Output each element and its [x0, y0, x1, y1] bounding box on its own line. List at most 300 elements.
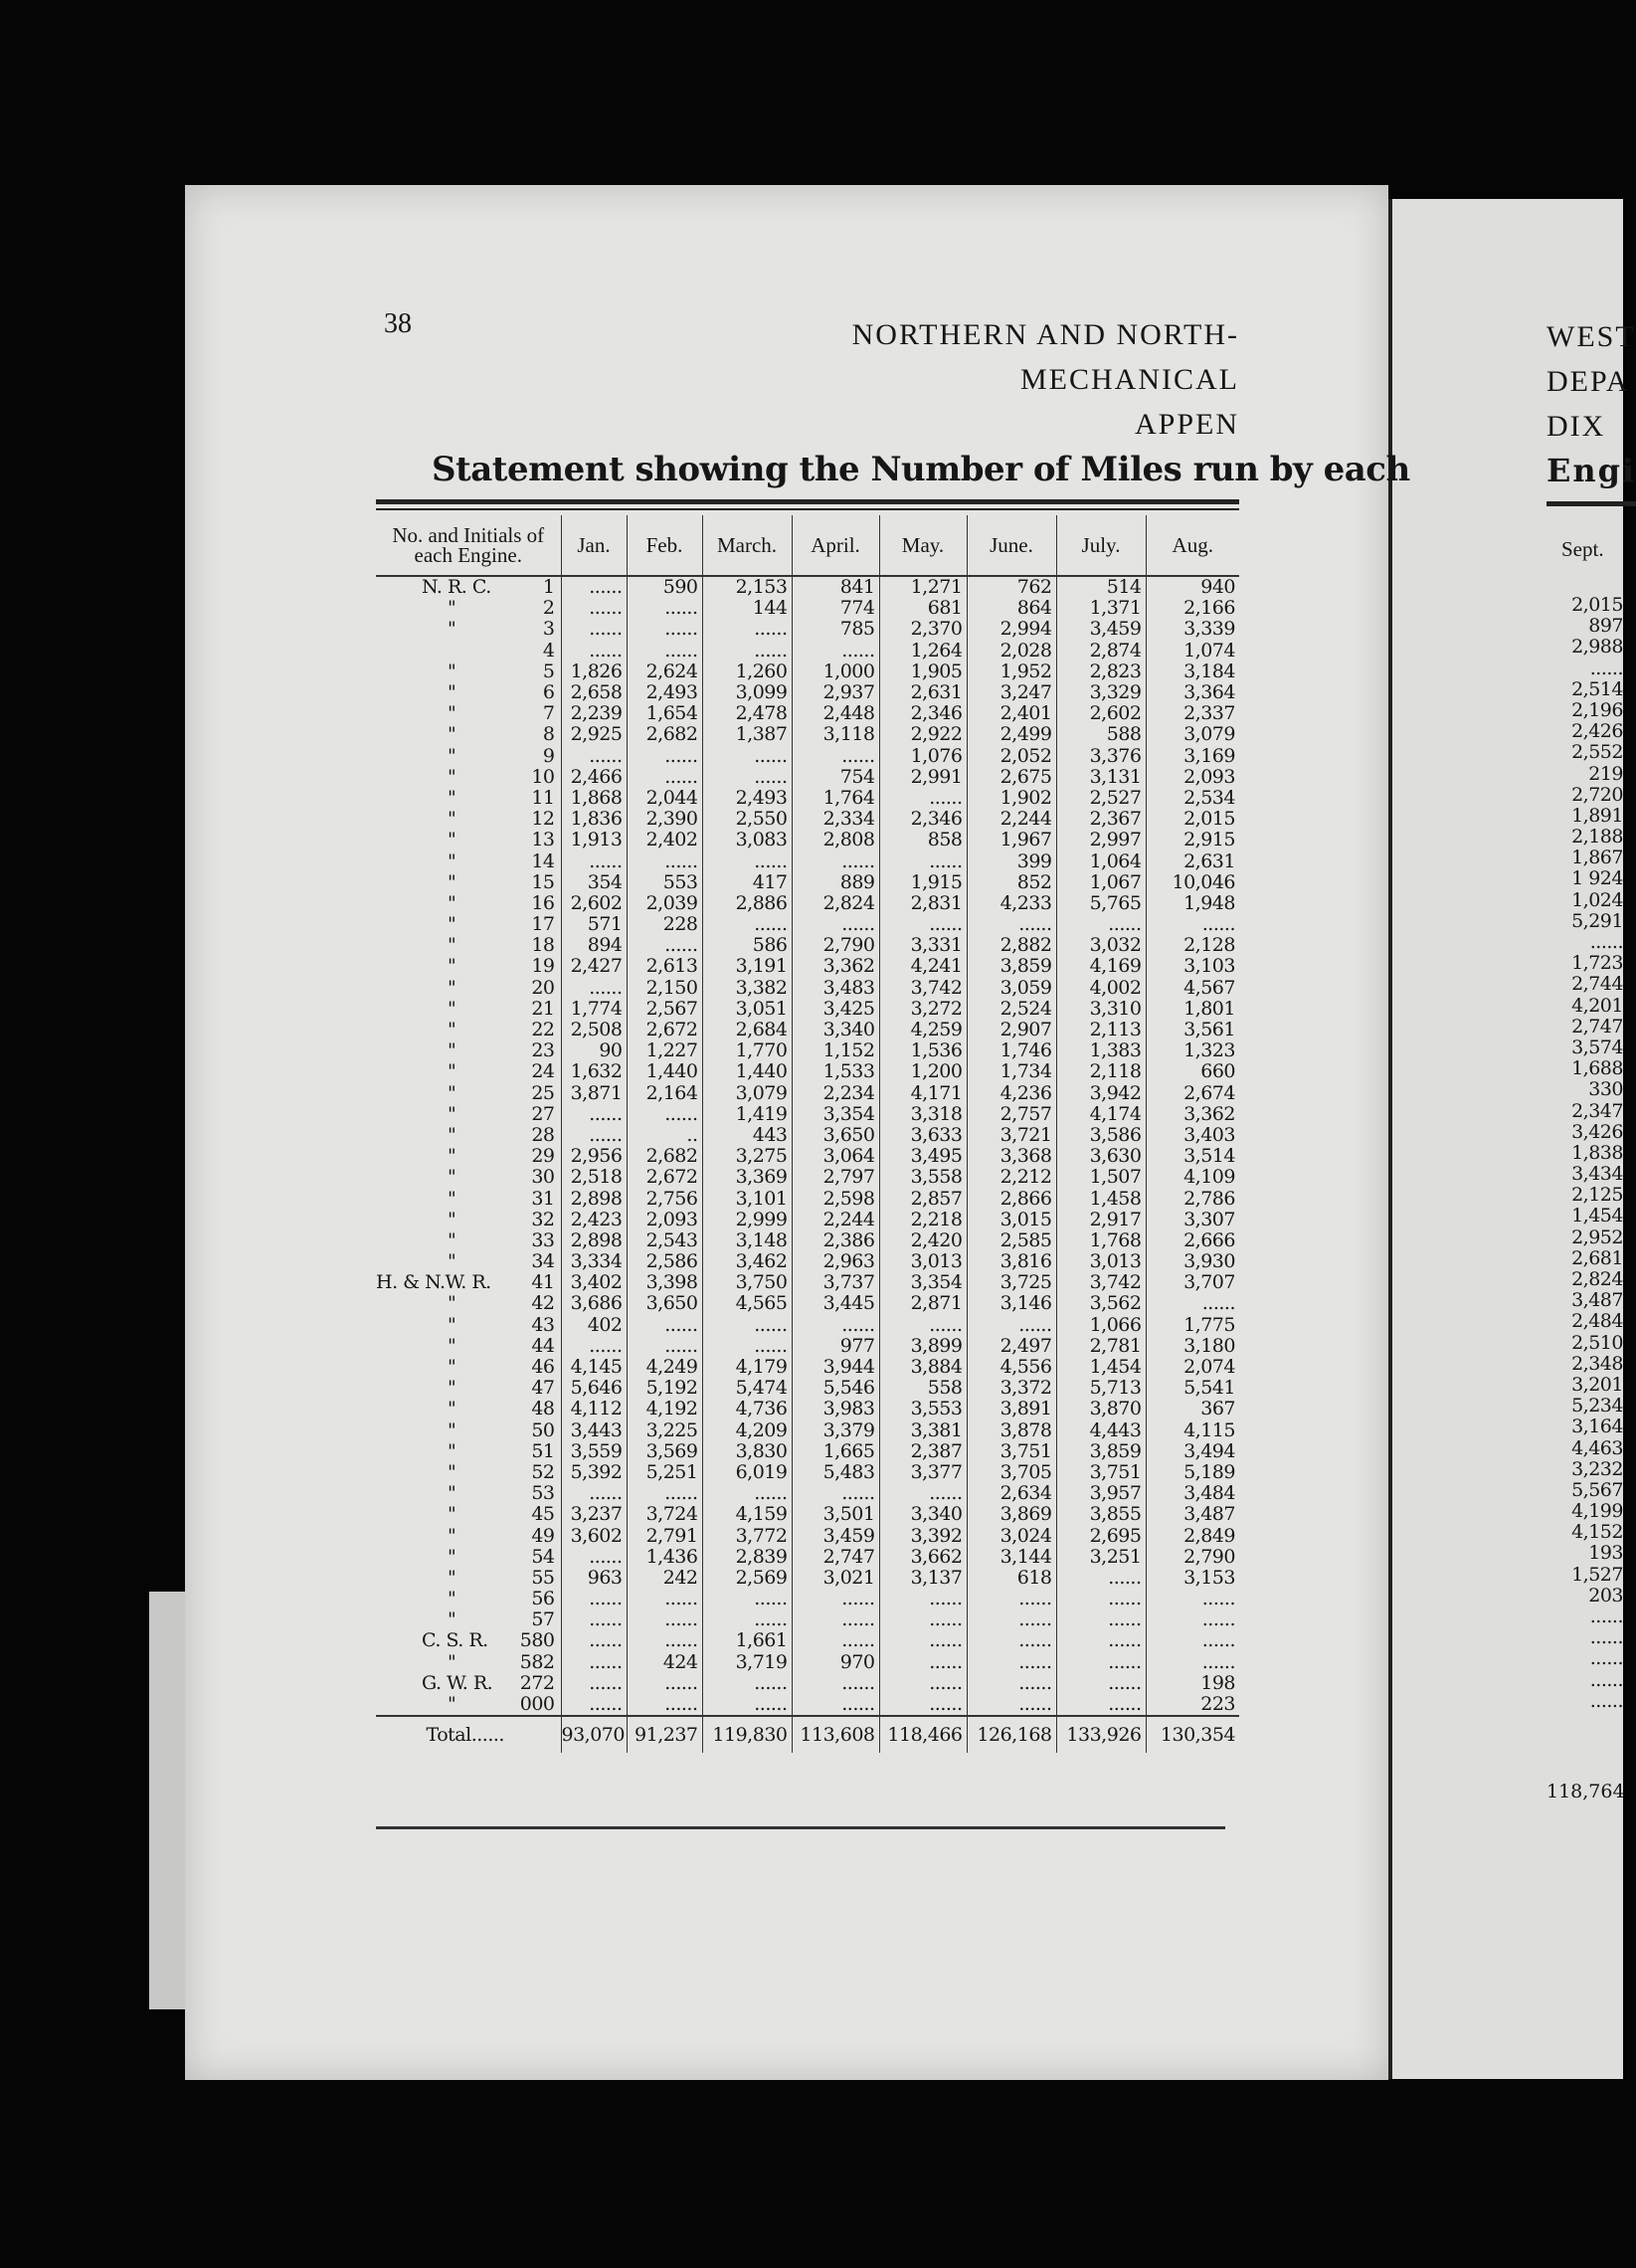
engine-label	[376, 830, 561, 850]
miles-cell: 5,192	[627, 1378, 702, 1399]
engine-initials: "	[448, 681, 456, 704]
miles-cell: 3,944	[792, 1357, 879, 1378]
right-miles-cell: 2,681	[1571, 1246, 1623, 1269]
table-row	[376, 1188, 1239, 1209]
miles-cell: 3,015	[967, 1210, 1056, 1230]
engine-initials: "	[448, 1102, 456, 1125]
right-miles-cell: ......	[1589, 1689, 1623, 1712]
engine-number: 33	[531, 1228, 555, 1251]
miles-cell: 970	[792, 1652, 879, 1673]
miles-cell: 4,556	[967, 1357, 1056, 1378]
engine-initials: "	[448, 1081, 456, 1104]
right-miles-cell: ......	[1589, 1668, 1623, 1691]
engine-label	[376, 1230, 561, 1251]
miles-cell: 5,546	[792, 1378, 879, 1399]
miles-cell: 940	[1146, 576, 1239, 598]
miles-cell: 894	[561, 935, 627, 956]
miles-cell: 3,751	[967, 1441, 1056, 1462]
engine-label-wrap	[376, 767, 561, 788]
miles-cell: ......	[561, 641, 627, 662]
table-row	[376, 872, 1239, 893]
total-cell: 93,070	[561, 1716, 627, 1753]
engine-initials: "	[448, 829, 456, 851]
miles-cell: 1,746	[967, 1040, 1056, 1061]
miles-cell: 2,386	[792, 1230, 879, 1251]
miles-cell: 3,180	[1146, 1336, 1239, 1357]
miles-cell: 4,159	[702, 1504, 792, 1525]
right-miles-cell: 2,510	[1571, 1331, 1623, 1354]
engine-label	[376, 1504, 561, 1525]
engine-label-wrap	[376, 1315, 561, 1336]
miles-cell: 3,830	[702, 1441, 792, 1462]
miles-cell: 4,002	[1056, 978, 1146, 999]
engine-label	[376, 1167, 561, 1188]
engine-initials: "	[448, 976, 456, 999]
miles-cell: 3,725	[967, 1272, 1056, 1293]
table-row	[376, 1609, 1239, 1630]
miles-cell: 3,514	[1146, 1146, 1239, 1167]
month-header: March.	[702, 515, 792, 576]
engine-label-wrap	[376, 1189, 561, 1210]
engine-initials: "	[448, 1208, 456, 1230]
right-miles-cell: 897	[1588, 615, 1623, 638]
engine-label-wrap	[376, 1230, 561, 1251]
miles-cell: 852	[967, 872, 1056, 893]
engine-label-wrap	[376, 1526, 561, 1547]
engine-label-wrap	[376, 682, 561, 703]
miles-cell: 3,354	[879, 1272, 967, 1293]
miles-cell: 3,310	[1056, 999, 1146, 1020]
engine-label-wrap	[376, 956, 561, 977]
miles-cell: 1,440	[702, 1061, 792, 1082]
miles-cell: ......	[792, 1483, 879, 1504]
miles-cell: 2,786	[1146, 1188, 1239, 1209]
miles-cell: 3,013	[879, 1251, 967, 1272]
miles-cell: ......	[1056, 1673, 1146, 1694]
engine-number: 272	[519, 1671, 555, 1694]
month-header: April.	[792, 515, 879, 576]
engine-label	[376, 1040, 561, 1061]
miles-cell: 5,251	[627, 1462, 702, 1483]
engine-label	[376, 872, 561, 893]
table-row	[376, 1462, 1239, 1483]
engine-label-wrap	[376, 1378, 561, 1399]
miles-cell: 3,586	[1056, 1125, 1146, 1146]
miles-cell: ......	[702, 746, 792, 767]
miles-cell: 2,790	[792, 935, 879, 956]
miles-cell: 3,816	[967, 1251, 1056, 1272]
engine-initials: "	[448, 1187, 456, 1210]
miles-cell: 1,913	[561, 830, 627, 850]
table-row	[376, 1125, 1239, 1146]
engine-label-wrap	[376, 703, 561, 724]
engine-initials: C. S. R.	[422, 1629, 488, 1652]
table-row	[376, 1210, 1239, 1230]
miles-cell: 3,750	[702, 1272, 792, 1293]
total-cell: 113,608	[792, 1716, 879, 1753]
miles-cell: 2,831	[879, 893, 967, 914]
miles-cell: ......	[792, 1589, 879, 1609]
engine-label	[376, 1609, 561, 1630]
table-row	[376, 978, 1239, 999]
miles-cell: ......	[879, 1589, 967, 1609]
miles-cell: 5,646	[561, 1378, 627, 1399]
table-row	[376, 809, 1239, 830]
miles-cell: 3,559	[561, 1441, 627, 1462]
miles-cell: 1,387	[702, 724, 792, 745]
engine-initials: "	[448, 1228, 456, 1251]
miles-cell: 2,367	[1056, 809, 1146, 830]
miles-cell: 3,083	[702, 830, 792, 850]
engine-number: 27	[531, 1102, 555, 1125]
miles-cell: ......	[627, 1336, 702, 1357]
table-row	[376, 1673, 1239, 1694]
miles-cell: 3,191	[702, 956, 792, 977]
right-miles-cell: 2,744	[1571, 973, 1623, 996]
miles-cell: 1,764	[792, 788, 879, 809]
table-row	[376, 1272, 1239, 1293]
engine-label	[376, 788, 561, 809]
table-row	[376, 619, 1239, 640]
engine-label-wrap	[376, 1146, 561, 1167]
miles-cell: 2,602	[1056, 703, 1146, 724]
engine-initials: "	[448, 1040, 456, 1062]
miles-cell: 5,392	[561, 1462, 627, 1483]
miles-cell: ......	[561, 1589, 627, 1609]
engine-initials: "	[448, 1377, 456, 1400]
miles-cell: 1,770	[702, 1040, 792, 1061]
engine-label-wrap	[376, 1652, 561, 1673]
engine-label-wrap	[376, 1568, 561, 1589]
miles-cell: ......	[561, 1547, 627, 1568]
miles-cell: ......	[967, 1609, 1056, 1630]
miles-cell: 2,508	[561, 1020, 627, 1040]
miles-cell: ......	[561, 746, 627, 767]
table-row	[376, 1694, 1239, 1716]
right-miles-cell: ......	[1589, 657, 1623, 679]
engine-initials: "	[448, 1545, 456, 1568]
miles-cell: 2,684	[702, 1020, 792, 1040]
miles-cell: ......	[967, 1630, 1056, 1651]
table-row	[376, 662, 1239, 682]
miles-cell: 1,654	[627, 703, 702, 724]
miles-cell: 2,695	[1056, 1525, 1146, 1546]
miles-cell: 558	[879, 1378, 967, 1399]
miles-cell: ......	[561, 619, 627, 640]
engine-label	[376, 1315, 561, 1336]
right-miles-cell: 1,024	[1571, 888, 1623, 911]
miles-cell: 4,443	[1056, 1420, 1146, 1441]
table-row	[376, 1315, 1239, 1336]
miles-cell: 2,039	[627, 893, 702, 914]
miles-cell: 399	[967, 850, 1056, 871]
engine-initials: "	[448, 1503, 456, 1526]
miles-cell: ......	[702, 1694, 792, 1716]
miles-cell: 2,791	[627, 1525, 702, 1546]
miles-cell: ......	[561, 576, 627, 598]
miles-cell: 2,613	[627, 956, 702, 977]
miles-cell: 2,166	[1146, 598, 1239, 619]
engine-initials: "	[448, 618, 456, 641]
miles-cell: 1,536	[879, 1040, 967, 1061]
miles-cell: 3,403	[1146, 1125, 1239, 1146]
engine-number: 6	[542, 681, 555, 704]
miles-cell: 3,425	[792, 999, 879, 1020]
miles-cell: ......	[879, 1315, 967, 1336]
miles-cell: 1,323	[1146, 1040, 1239, 1061]
miles-cell: 2,882	[967, 935, 1056, 956]
table-row	[376, 914, 1239, 935]
engine-label	[376, 576, 561, 598]
miles-cell: 1,440	[627, 1061, 702, 1082]
total-cell: 119,830	[702, 1716, 792, 1753]
table-row	[376, 1589, 1239, 1609]
miles-cell: 2,093	[1146, 767, 1239, 788]
miles-cell: 417	[702, 872, 792, 893]
miles-cell: 841	[792, 576, 879, 598]
engine-number: 55	[531, 1566, 555, 1589]
miles-cell: 3,369	[702, 1167, 792, 1188]
miles-cell: 2,857	[879, 1188, 967, 1209]
miles-cell: 571	[561, 914, 627, 935]
miles-cell: ......	[561, 1652, 627, 1673]
right-miles-cell: 4,463	[1571, 1436, 1623, 1459]
miles-cell: 402	[561, 1315, 627, 1336]
month-header: May.	[879, 515, 967, 576]
miles-cell: 1,661	[702, 1630, 792, 1651]
engine-label-wrap	[376, 1040, 561, 1061]
month-header: July.	[1056, 515, 1146, 576]
engine-label-wrap	[376, 619, 561, 640]
engine-initials: "	[448, 850, 456, 872]
miles-cell: 4,115	[1146, 1420, 1239, 1441]
miles-cell: ......	[1056, 1652, 1146, 1673]
miles-cell: 3,051	[702, 999, 792, 1020]
miles-cell: 2,849	[1146, 1525, 1239, 1546]
miles-cell: 1,076	[879, 746, 967, 767]
miles-cell: 3,131	[1056, 767, 1146, 788]
engine-label	[376, 1336, 561, 1357]
miles-cell: 3,483	[792, 978, 879, 999]
engine-number: 7	[542, 702, 555, 725]
engine-label	[376, 914, 561, 935]
miles-cell: ......	[879, 1609, 967, 1630]
miles-cell: ......	[1146, 914, 1239, 935]
miles-cell: 1,074	[1146, 641, 1239, 662]
miles-cell: 3,340	[879, 1504, 967, 1525]
engine-label	[376, 1568, 561, 1589]
miles-cell: 2,922	[879, 724, 967, 745]
right-miles-cell: ......	[1589, 931, 1623, 953]
miles-cell: 3,495	[879, 1146, 967, 1167]
engine-number: 13	[531, 829, 555, 851]
miles-cell: 3,870	[1056, 1399, 1146, 1419]
table-row	[376, 1525, 1239, 1546]
total-cell: 133,926	[1056, 1716, 1146, 1753]
miles-cell: 3,707	[1146, 1272, 1239, 1293]
miles-cell: 5,483	[792, 1462, 879, 1483]
right-miles-cell: 2,188	[1571, 826, 1623, 849]
engine-number: 000	[519, 1693, 555, 1716]
miles-cell: 2,839	[702, 1547, 792, 1568]
engine-number: 43	[531, 1313, 555, 1336]
engine-number: 30	[531, 1166, 555, 1189]
miles-cell: 3,558	[879, 1167, 967, 1188]
miles-cell: 3,772	[702, 1525, 792, 1546]
miles-cell: 3,272	[879, 999, 967, 1020]
miles-cell: ......	[792, 850, 879, 871]
engine-initials: "	[448, 955, 456, 978]
table-row	[376, 1020, 1239, 1040]
miles-cell: 889	[792, 872, 879, 893]
engine-label-wrap	[376, 1293, 561, 1314]
miles-cell: 2,567	[627, 999, 702, 1020]
table-row	[376, 598, 1239, 619]
right-miles-cell: ......	[1589, 1647, 1623, 1670]
miles-cell: 223	[1146, 1694, 1239, 1716]
miles-cell: 2,937	[792, 682, 879, 703]
right-miles-cell: 3,164	[1571, 1416, 1623, 1438]
engine-initials: "	[448, 1460, 456, 1483]
miles-cell: 1,905	[879, 662, 967, 682]
right-miles-cell: ......	[1589, 1626, 1623, 1649]
miles-cell: ......	[1146, 1652, 1239, 1673]
miles-cell: 1,801	[1146, 999, 1239, 1020]
engine-label-wrap	[376, 1441, 561, 1462]
table-row	[376, 1378, 1239, 1399]
miles-cell: 3,354	[792, 1104, 879, 1125]
title-rule-thin	[376, 508, 1239, 510]
miles-cell: 2,915	[1146, 830, 1239, 850]
engine-number: 5	[542, 660, 555, 682]
engine-label-wrap	[376, 662, 561, 682]
miles-cell: 3,339	[1146, 619, 1239, 640]
miles-cell: ......	[702, 619, 792, 640]
engine-label	[376, 1357, 561, 1378]
title-rule	[376, 499, 1239, 504]
miles-cell: 3,859	[967, 956, 1056, 977]
engine-label	[376, 1441, 561, 1462]
mileage-table	[376, 515, 1239, 1753]
engine-label	[376, 598, 561, 619]
miles-cell: 4,236	[967, 1083, 1056, 1104]
miles-cell: 2,402	[627, 830, 702, 850]
miles-cell: 2,390	[627, 809, 702, 830]
miles-cell: 443	[702, 1125, 792, 1146]
miles-cell: 3,329	[1056, 682, 1146, 703]
miles-cell: 963	[561, 1568, 627, 1589]
miles-cell: ......	[627, 935, 702, 956]
engine-number: 20	[531, 976, 555, 999]
engine-label-wrap	[376, 978, 561, 999]
engine-label	[376, 767, 561, 788]
miles-cell: 754	[792, 767, 879, 788]
engine-label-wrap	[376, 1547, 561, 1568]
engine-number: 52	[531, 1460, 555, 1483]
miles-cell: ......	[967, 1694, 1056, 1716]
miles-cell: 3,118	[792, 724, 879, 745]
miles-cell: 1,665	[792, 1441, 879, 1462]
miles-cell: 3,662	[879, 1547, 967, 1568]
miles-cell: 2,113	[1056, 1020, 1146, 1040]
miles-cell: 3,630	[1056, 1146, 1146, 1167]
engine-number: 11	[531, 786, 555, 809]
miles-cell: ......	[627, 746, 702, 767]
miles-cell: 3,169	[1146, 746, 1239, 767]
engine-initials: "	[448, 1019, 456, 1041]
miles-cell: 1,067	[1056, 872, 1146, 893]
miles-cell: 3,377	[879, 1462, 967, 1483]
right-miles-cell: 3,574	[1571, 1036, 1623, 1058]
miles-cell: ......	[702, 1589, 792, 1609]
engine-label	[376, 956, 561, 977]
miles-cell: 5,541	[1146, 1378, 1239, 1399]
engine-label	[376, 1104, 561, 1125]
miles-cell: ......	[879, 914, 967, 935]
miles-cell: 1,775	[1146, 1315, 1239, 1336]
miles-cell: 3,737	[792, 1272, 879, 1293]
miles-cell: 2,797	[792, 1167, 879, 1188]
table-row	[376, 1040, 1239, 1061]
engine-label	[376, 619, 561, 640]
miles-cell: 2,543	[627, 1230, 702, 1251]
miles-cell: 2,493	[627, 682, 702, 703]
engine-initials: "	[448, 1418, 456, 1441]
engine-label	[376, 809, 561, 830]
miles-cell: 2,907	[967, 1020, 1056, 1040]
right-miles-cell: 4,152	[1571, 1521, 1623, 1544]
miles-cell: 5,765	[1056, 893, 1146, 914]
miles-cell: 2,074	[1146, 1357, 1239, 1378]
table-row	[376, 1167, 1239, 1188]
miles-cell: ......	[627, 1630, 702, 1651]
engine-label-wrap	[376, 1020, 561, 1040]
miles-cell: 3,379	[792, 1420, 879, 1441]
engine-initials	[376, 641, 448, 662]
miles-cell: 2,956	[561, 1146, 627, 1167]
right-header-line-1: WEST	[1546, 320, 1636, 353]
miles-cell: ......	[627, 1609, 702, 1630]
miles-cell: 3,494	[1146, 1441, 1239, 1462]
miles-cell: ......	[702, 641, 792, 662]
engine-label	[376, 1125, 561, 1146]
miles-cell: 1,371	[1056, 598, 1146, 619]
miles-cell: ......	[792, 641, 879, 662]
miles-cell: 3,721	[967, 1125, 1056, 1146]
miles-cell: 2,493	[702, 788, 792, 809]
miles-cell: ......	[967, 1673, 1056, 1694]
miles-cell: 3,146	[967, 1293, 1056, 1314]
miles-cell: 1,066	[1056, 1315, 1146, 1336]
miles-cell: ......	[627, 1483, 702, 1504]
miles-cell: ......	[627, 598, 702, 619]
engine-initials: "	[448, 1482, 456, 1505]
engine-initials: "	[448, 1356, 456, 1379]
miles-cell: 2,028	[967, 641, 1056, 662]
miles-cell: ......	[1056, 1589, 1146, 1609]
table-row	[376, 1420, 1239, 1441]
miles-cell: 228	[627, 914, 702, 935]
miles-cell: 3,392	[879, 1525, 967, 1546]
engine-initials: "	[448, 808, 456, 831]
right-miles-cell: 3,232	[1571, 1457, 1623, 1480]
engine-number: 3	[542, 618, 555, 641]
miles-cell: 2,757	[967, 1104, 1056, 1125]
miles-cell: 3,445	[792, 1293, 879, 1314]
engine-initials: H. & N.W. R.	[376, 1271, 491, 1294]
miles-cell: 2,682	[627, 1146, 702, 1167]
engine-number: 32	[531, 1208, 555, 1230]
